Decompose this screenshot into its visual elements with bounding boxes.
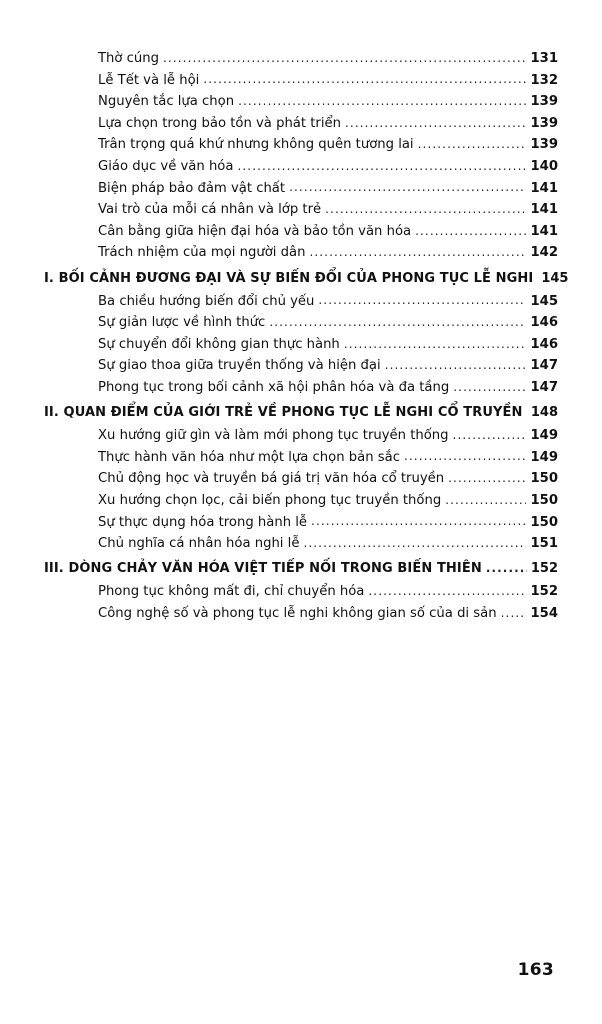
toc-sub-entry[interactable]: [98, 74, 558, 87]
toc-sub-entry[interactable]: [98, 359, 558, 372]
toc-entry-page-number: 139: [530, 115, 558, 131]
toc-entry-page-number: 154: [530, 605, 558, 621]
toc-sub-entry[interactable]: [98, 138, 558, 151]
toc-entry-label: Trách nhiệm của mọi người dân: [98, 245, 306, 261]
page-number: 163: [517, 960, 554, 980]
toc-leader-dots: [453, 429, 527, 442]
toc-entry-label: I. BỐI CẢNH ĐƯƠNG ĐẠI VÀ SỰ BIẾN ĐỔI CỦA PHONG TỤC LỄ NGHI: [44, 270, 534, 286]
toc-entry-label: Thực hành văn hóa như một lựa chọn bản sắc: [98, 449, 400, 465]
toc-sub-entry[interactable]: [98, 516, 558, 529]
toc-leader-dots: [486, 562, 527, 575]
toc-sub-entry[interactable]: [98, 381, 558, 394]
toc-entry-page-number: 145: [541, 270, 569, 286]
toc-entry-label: II. QUAN ĐIỂM CỦA GIỚI TRẺ VỀ PHONG TỤC LỄ NGHI CỔ TRUYỀN: [44, 405, 523, 421]
toc-entry-page-number: 150: [530, 492, 558, 508]
toc-leader-dots: [445, 494, 526, 507]
toc-entry-label: Chủ nghĩa cá nhân hóa nghi lễ: [98, 536, 300, 552]
toc-entry-label: Phong tục trong bối cảnh xã hội phân hóa và đa tầng: [98, 379, 450, 395]
toc-sub-entry[interactable]: [98, 225, 558, 238]
toc-entry-page-number: 147: [530, 358, 558, 374]
toc-leader-dots: [269, 316, 526, 329]
toc-entry-label: Xu hướng giữ gìn và làm mới phong tục truyền thống: [98, 428, 449, 444]
toc-sub-entry[interactable]: [98, 246, 558, 259]
toc-leader-dots: [238, 95, 526, 108]
toc-leader-dots: [418, 138, 527, 151]
toc-entry-page-number: 150: [530, 514, 558, 530]
toc-sub-entry[interactable]: [98, 451, 558, 464]
toc-entry-page-number: 146: [530, 315, 558, 331]
toc-entry-label: Giáo dục về văn hóa: [98, 158, 234, 174]
toc-entry-page-number: 145: [530, 293, 558, 309]
toc-sub-entry[interactable]: [98, 316, 558, 329]
toc-sub-entry[interactable]: [98, 160, 558, 173]
toc-entry-label: Ba chiều hướng biến đổi chủ yếu: [98, 293, 315, 309]
toc-entry-label: Sự giản lược về hình thức: [98, 315, 266, 331]
toc-leader-dots: [318, 295, 526, 308]
toc-leader-dots: [385, 359, 527, 372]
toc-entry-page-number: 140: [530, 158, 558, 174]
toc-sub-entry[interactable]: [98, 52, 558, 65]
toc-entry-label: Thờ cúng: [98, 51, 160, 66]
toc-entry-label: Lựa chọn trong bảo tồn và phát triển: [98, 115, 341, 131]
toc-entry-page-number: 152: [530, 584, 558, 600]
toc-leader-dots: [303, 537, 526, 550]
toc-entry-page-number: 141: [530, 223, 558, 239]
toc-entry-label: Lễ Tết và lễ hội: [98, 72, 200, 88]
toc-leader-dots: [325, 203, 526, 216]
toc-sub-entry[interactable]: [98, 537, 558, 550]
toc-entry-label: Xu hướng chọn lọc, cải biến phong tục truyền thống: [98, 492, 442, 508]
toc-leader-dots: [453, 381, 526, 394]
toc-sub-entry[interactable]: [98, 607, 558, 620]
toc-entry-page-number: 149: [530, 428, 558, 444]
toc-sub-entry[interactable]: [98, 494, 558, 507]
toc-leader-dots: [203, 74, 526, 87]
toc-section-entry[interactable]: [44, 270, 569, 286]
toc-sub-entry[interactable]: [98, 338, 558, 351]
toc-leader-dots: [501, 607, 527, 620]
toc-leader-dots: [311, 516, 526, 529]
toc-leader-dots: [344, 338, 527, 351]
toc-entry-page-number: 141: [530, 180, 558, 196]
toc-sub-entry[interactable]: [98, 182, 558, 195]
toc-sub-entry[interactable]: [98, 203, 558, 216]
toc-sub-entry[interactable]: [98, 295, 558, 308]
toc-sub-entry[interactable]: [98, 585, 558, 598]
toc-entry-page-number: 151: [530, 536, 558, 552]
toc-entry-label: Cân bằng giữa hiện đại hóa và bảo tồn văn hóa: [98, 223, 412, 239]
toc-entry-label: Sự thực dụng hóa trong hành lễ: [98, 514, 308, 530]
toc-section-entry[interactable]: [44, 562, 558, 575]
toc-entry-page-number: 139: [530, 94, 558, 110]
toc-entry-label: Vai trò của mỗi cá nhân và lớp trẻ: [98, 202, 322, 218]
toc-leader-dots: [368, 585, 526, 598]
toc-entry-label: Nguyên tắc lựa chọn: [98, 94, 235, 110]
toc-entry-label: Sự giao thoa giữa truyền thống và hiện đại: [98, 358, 381, 374]
toc-entry-page-number: 146: [530, 336, 558, 352]
toc-sub-entry[interactable]: [98, 472, 558, 485]
toc-entry-page-number: 149: [530, 449, 558, 465]
toc-entry-page-number: 139: [530, 137, 558, 153]
toc-entry-label: Sự chuyển đổi không gian thực hành: [98, 336, 340, 352]
table-of-contents: [44, 51, 569, 621]
toc-entry-page-number: 152: [530, 561, 558, 577]
toc-entry-label: Trân trọng quá khứ nhưng không quên tương lai: [98, 137, 414, 153]
toc-sub-entry[interactable]: [98, 429, 558, 442]
toc-leader-dots: [163, 52, 526, 65]
toc-leader-dots: [415, 225, 526, 238]
toc-entry-page-number: 150: [530, 471, 558, 487]
toc-leader-dots: [404, 451, 527, 464]
toc-leader-dots: [309, 246, 526, 259]
toc-sub-entry[interactable]: [98, 95, 558, 108]
toc-section-entry[interactable]: [44, 406, 558, 419]
toc-leader-dots: [345, 117, 526, 130]
toc-leader-dots: [448, 472, 526, 485]
toc-entry-label: III. DÒNG CHẢY VĂN HÓA VIỆT TIẾP NỐI TRONG BIẾN THIÊN: [44, 561, 482, 577]
toc-entry-label: Chủ động học và truyền bá giá trị văn hóa cổ truyền: [98, 471, 445, 487]
toc-entry-label: Biện pháp bảo đảm vật chất: [98, 180, 286, 196]
toc-entry-page-number: 132: [530, 72, 558, 88]
toc-entry-label: Công nghệ số và phong tục lễ nghi không gian số của di sản: [98, 605, 497, 621]
toc-entry-page-number: 142: [530, 245, 558, 261]
toc-leader-dots: [289, 182, 526, 195]
toc-entry-label: Phong tục không mất đi, chỉ chuyển hóa: [98, 584, 365, 600]
toc-entry-page-number: 148: [530, 405, 558, 421]
toc-entry-page-number: 131: [530, 51, 558, 66]
toc-leader-dots: [237, 160, 526, 173]
toc-entry-page-number: 147: [530, 379, 558, 395]
toc-sub-entry[interactable]: [98, 117, 558, 130]
toc-entry-page-number: 141: [530, 202, 558, 218]
